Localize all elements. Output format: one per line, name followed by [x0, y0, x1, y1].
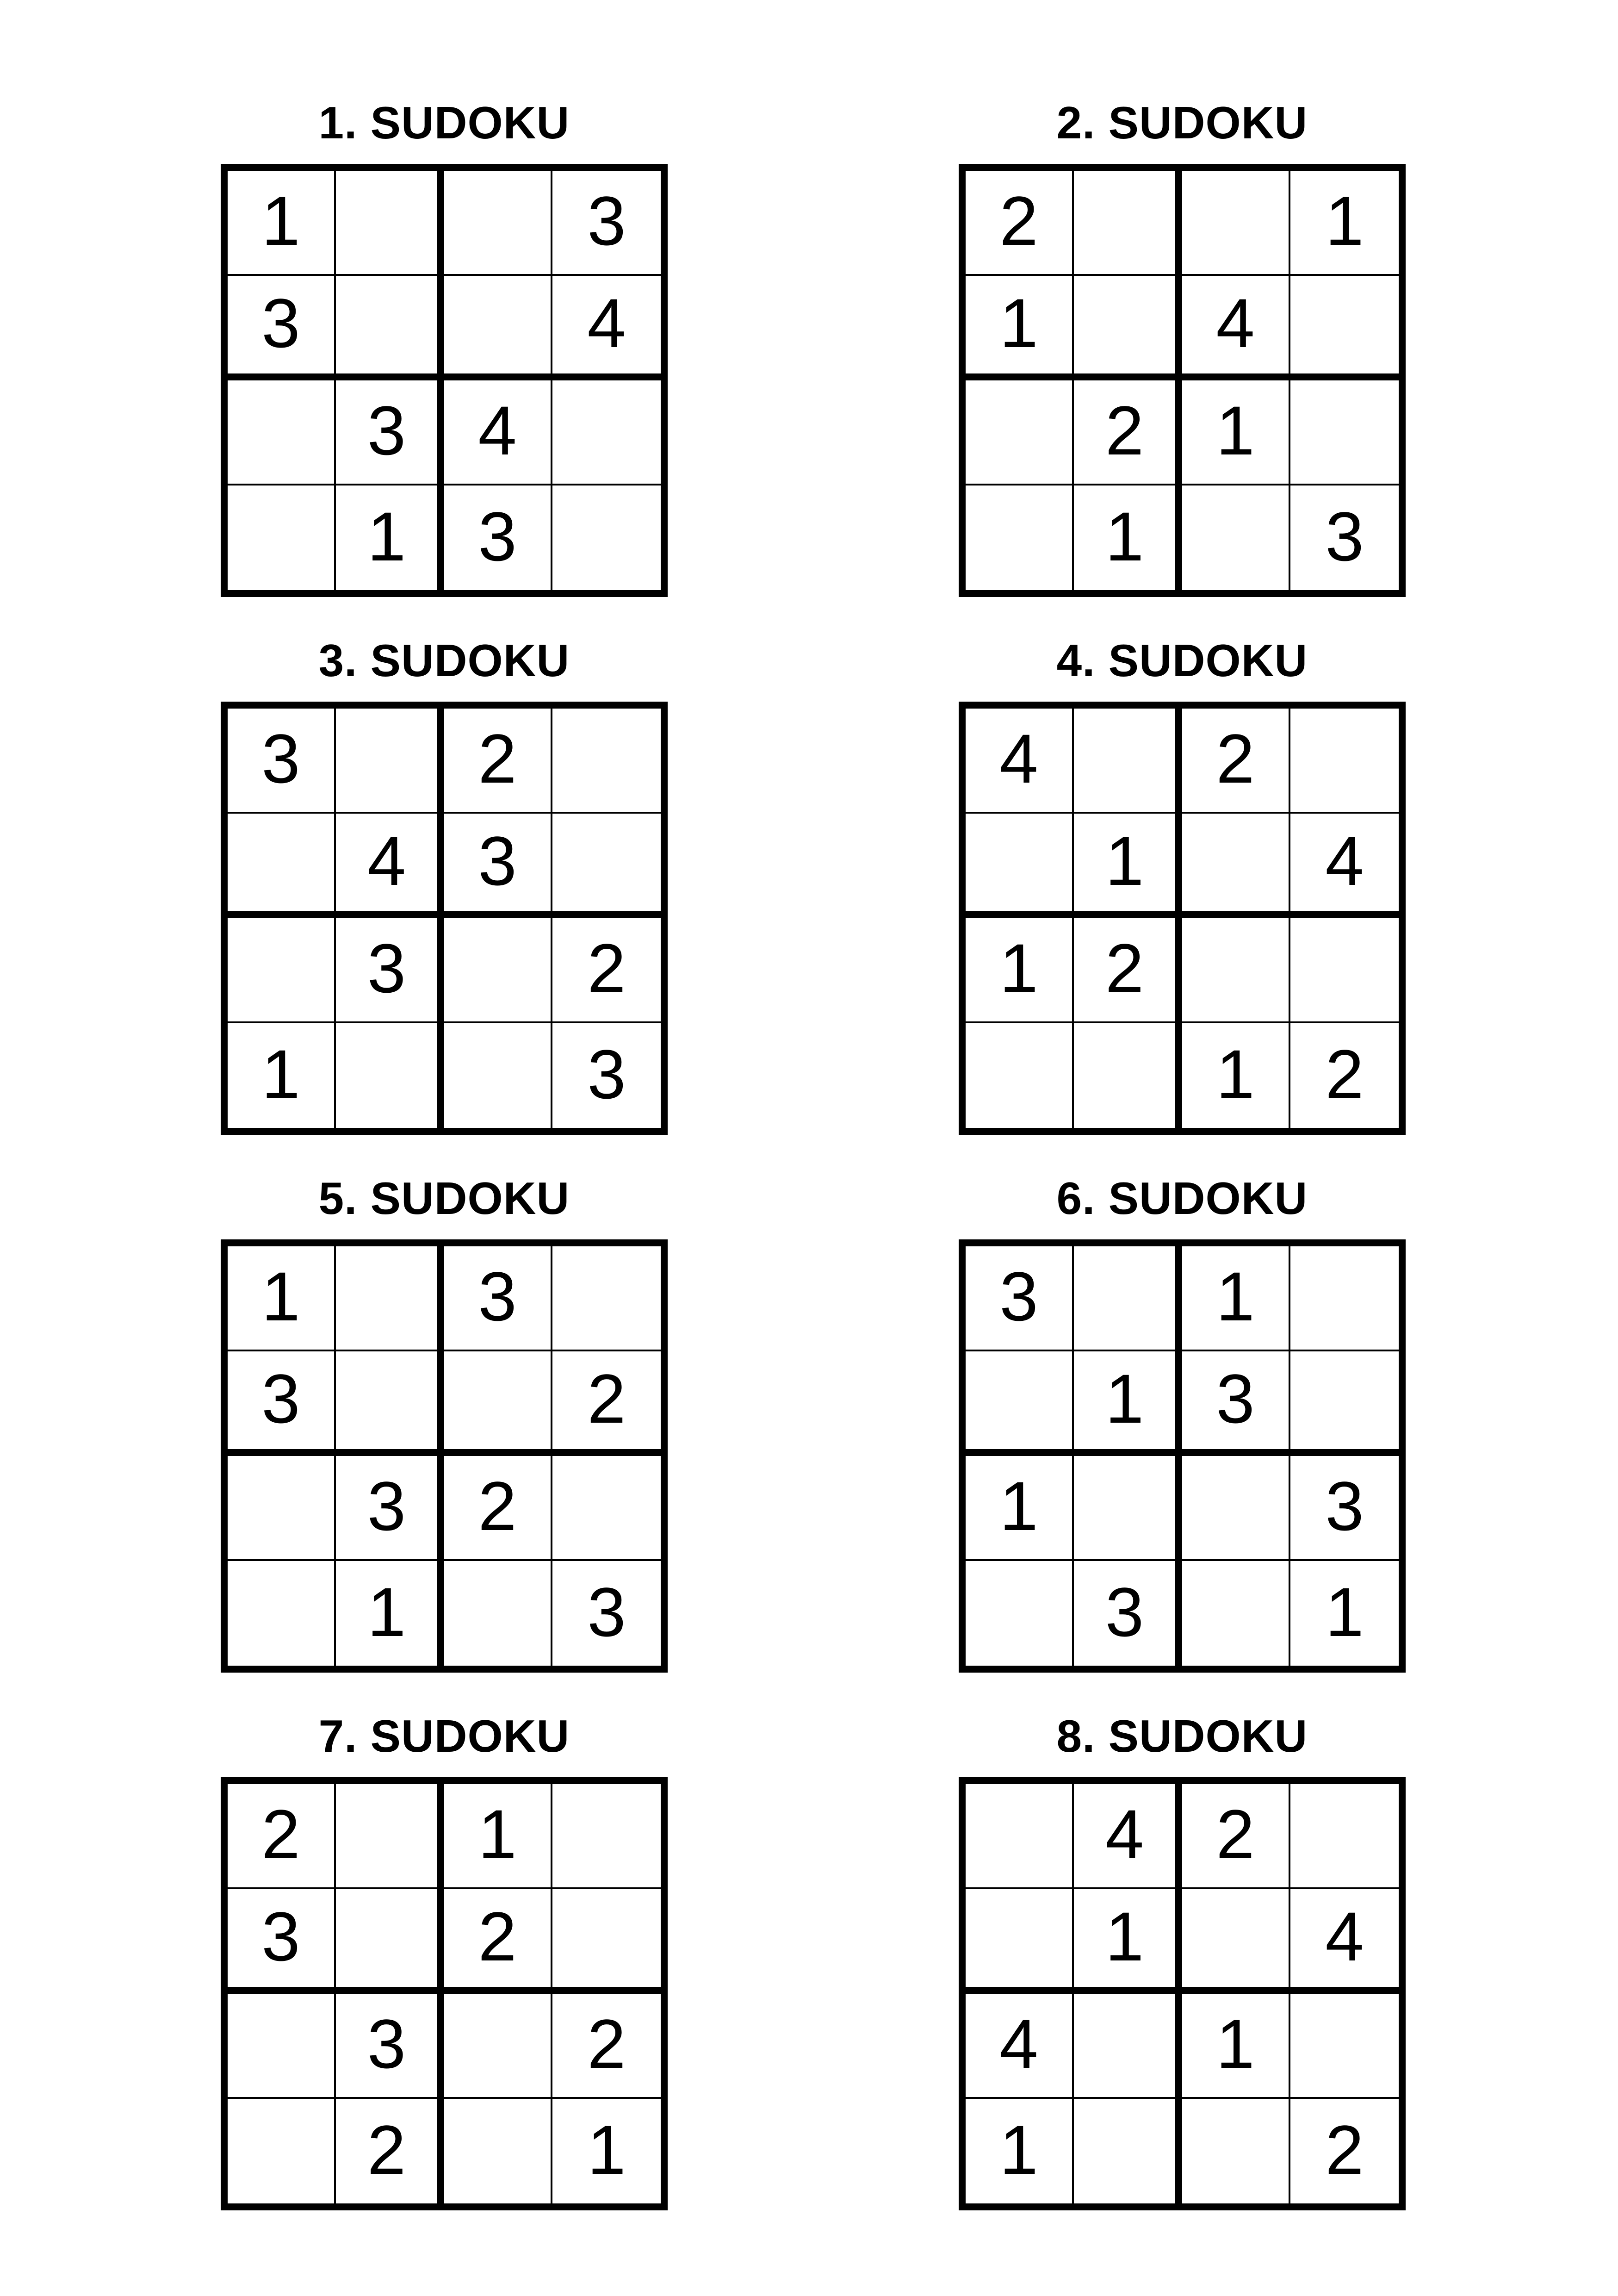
puzzle-title: 8. SUDOKU [1056, 1711, 1308, 1761]
empty-cell[interactable] [336, 1351, 444, 1456]
given-digit-cell: 3 [228, 709, 336, 814]
given-digit-cell: 3 [228, 276, 336, 381]
given-digit-cell: 3 [444, 1246, 552, 1351]
given-digit-cell: 4 [966, 1994, 1074, 2099]
empty-cell[interactable] [1074, 171, 1182, 276]
given-digit-cell: 1 [1325, 1573, 1364, 1651]
empty-cell[interactable] [336, 709, 444, 814]
given-digit-cell: 1 [336, 485, 444, 591]
given-digit-cell: 3 [228, 1351, 336, 1456]
empty-cell[interactable] [1290, 276, 1399, 381]
empty-cell[interactable] [966, 1023, 1074, 1128]
given-digit-cell: 1 [1074, 1889, 1182, 1994]
given-digit-cell: 1 [966, 276, 1074, 381]
given-digit-cell: 2 [1074, 918, 1182, 1023]
empty-cell[interactable] [1182, 918, 1290, 1023]
sudoku-grid [221, 1239, 668, 1673]
given-digit-cell: 3 [587, 1035, 626, 1113]
empty-cell[interactable] [966, 380, 1074, 485]
given-digit-cell: 3 [1325, 497, 1364, 575]
given-digit-cell: 3 [1182, 1351, 1290, 1456]
empty-cell[interactable] [1182, 1456, 1290, 1561]
given-digit-cell: 1 [336, 1561, 444, 1666]
given-digit-cell: 3 [444, 814, 552, 919]
puzzle-title: 1. SUDOKU [318, 97, 570, 148]
empty-cell[interactable] [1182, 171, 1290, 276]
empty-cell[interactable] [444, 2099, 552, 2204]
empty-cell[interactable] [966, 1784, 1074, 1889]
empty-cell[interactable] [228, 918, 336, 1023]
given-digit-cell: 1 [587, 2110, 626, 2189]
puzzle-title: 2. SUDOKU [1056, 97, 1308, 148]
given-digit-cell: 3 [228, 1889, 336, 1994]
empty-cell[interactable] [552, 814, 661, 919]
empty-cell[interactable] [1290, 1246, 1399, 1351]
given-digit-cell: 2 [1182, 709, 1290, 814]
empty-cell[interactable] [1182, 1889, 1290, 1994]
empty-cell[interactable] [444, 276, 552, 381]
empty-cell[interactable] [444, 1023, 552, 1128]
puzzle-title: 3. SUDOKU [318, 635, 570, 686]
given-digit-cell: 1 [966, 2099, 1074, 2204]
given-digit-cell: 1 [1182, 380, 1290, 485]
sudoku-grid [959, 1777, 1406, 2210]
sudoku-grid [221, 702, 668, 1135]
given-digit-cell: 1 [1074, 1351, 1182, 1456]
given-digit-cell: 2 [228, 1784, 336, 1889]
sudoku-grid [221, 164, 668, 597]
given-digit-cell: 2 [552, 1994, 661, 2099]
empty-cell[interactable] [1074, 276, 1182, 381]
empty-cell[interactable] [1182, 1561, 1290, 1666]
given-digit-cell: 1 [1074, 485, 1182, 591]
empty-cell[interactable] [966, 1889, 1074, 1994]
sudoku-grid [959, 702, 1406, 1135]
empty-cell[interactable] [552, 709, 661, 814]
puzzle-title: 4. SUDOKU [1056, 635, 1308, 686]
empty-cell[interactable] [336, 1023, 444, 1128]
given-digit-cell: 2 [444, 1456, 552, 1561]
given-digit-cell: 3 [1074, 1561, 1182, 1666]
given-digit-cell: 2 [444, 1889, 552, 1994]
given-digit-cell: 2 [1325, 1035, 1364, 1113]
empty-cell[interactable] [1290, 1994, 1399, 2099]
given-digit-cell: 3 [336, 380, 444, 485]
given-digit-cell: 3 [1290, 1456, 1399, 1561]
puzzle-title: 6. SUDOKU [1056, 1173, 1308, 1224]
empty-cell[interactable] [1074, 1023, 1182, 1128]
given-digit-cell: 1 [1182, 1994, 1290, 2099]
empty-cell[interactable] [966, 814, 1074, 919]
given-digit-cell: 4 [1182, 276, 1290, 381]
given-digit-cell: 3 [336, 918, 444, 1023]
empty-cell[interactable] [336, 1889, 444, 1994]
empty-cell[interactable] [552, 380, 661, 485]
empty-cell[interactable] [552, 1456, 661, 1561]
given-digit-cell: 1 [228, 1246, 336, 1351]
empty-cell[interactable] [1074, 1246, 1182, 1351]
given-digit-cell: 1 [1182, 1246, 1290, 1351]
empty-cell[interactable] [228, 1994, 336, 2099]
sudoku-grid [959, 1239, 1406, 1673]
given-digit-cell: 1 [966, 1456, 1074, 1561]
empty-cell[interactable] [552, 1246, 661, 1351]
empty-cell[interactable] [966, 1561, 1074, 1666]
empty-cell[interactable] [1290, 918, 1399, 1023]
empty-cell[interactable] [966, 1351, 1074, 1456]
empty-cell[interactable] [228, 485, 336, 591]
empty-cell[interactable] [444, 1994, 552, 2099]
sudoku-grid [959, 164, 1406, 597]
puzzle-title: 5. SUDOKU [318, 1173, 570, 1224]
given-digit-cell: 3 [552, 171, 661, 276]
empty-cell[interactable] [336, 171, 444, 276]
empty-cell[interactable] [1290, 1784, 1399, 1889]
empty-cell[interactable] [228, 380, 336, 485]
given-digit-cell: 1 [228, 1023, 336, 1128]
empty-cell[interactable] [336, 276, 444, 381]
empty-cell[interactable] [228, 1456, 336, 1561]
given-digit-cell: 2 [966, 171, 1074, 276]
given-digit-cell: 3 [587, 1573, 626, 1651]
empty-cell[interactable] [1290, 709, 1399, 814]
given-digit-cell: 3 [336, 1456, 444, 1561]
empty-cell[interactable] [228, 814, 336, 919]
sudoku-grid [221, 1777, 668, 2210]
empty-cell[interactable] [228, 1561, 336, 1666]
given-digit-cell: 1 [966, 918, 1074, 1023]
empty-cell[interactable] [444, 1351, 552, 1456]
empty-cell[interactable] [552, 1784, 661, 1889]
given-digit-cell: 4 [552, 276, 661, 381]
empty-cell[interactable] [1074, 709, 1182, 814]
given-digit-cell: 3 [966, 1246, 1074, 1351]
puzzle-title: 7. SUDOKU [318, 1711, 570, 1761]
empty-cell[interactable] [966, 485, 1074, 591]
given-digit-cell: 3 [336, 1994, 444, 2099]
given-digit-cell: 4 [444, 380, 552, 485]
given-digit-cell: 3 [444, 485, 552, 591]
given-digit-cell: 2 [444, 709, 552, 814]
given-digit-cell: 1 [1074, 814, 1182, 919]
empty-cell[interactable] [444, 1561, 552, 1666]
empty-cell[interactable] [336, 1246, 444, 1351]
empty-cell[interactable] [552, 1889, 661, 1994]
given-digit-cell: 2 [552, 918, 661, 1023]
empty-cell[interactable] [1182, 485, 1290, 591]
empty-cell[interactable] [1290, 1351, 1399, 1456]
empty-cell[interactable] [1182, 814, 1290, 919]
empty-cell[interactable] [1074, 1994, 1182, 2099]
given-digit-cell: 2 [336, 2099, 444, 2204]
empty-cell[interactable] [1074, 1456, 1182, 1561]
empty-cell[interactable] [1074, 2099, 1182, 2204]
empty-cell[interactable] [1290, 380, 1399, 485]
given-digit-cell: 2 [552, 1351, 661, 1456]
given-digit-cell: 2 [1182, 1784, 1290, 1889]
given-digit-cell: 1 [1290, 171, 1399, 276]
given-digit-cell: 4 [336, 814, 444, 919]
given-digit-cell: 1 [1182, 1023, 1290, 1128]
given-digit-cell: 4 [1074, 1784, 1182, 1889]
given-digit-cell: 4 [1290, 814, 1399, 919]
empty-cell[interactable] [336, 1784, 444, 1889]
given-digit-cell: 2 [1325, 2110, 1364, 2189]
given-digit-cell: 1 [228, 171, 336, 276]
empty-cell[interactable] [444, 918, 552, 1023]
empty-cell[interactable] [1182, 2099, 1290, 2204]
given-digit-cell: 4 [1290, 1889, 1399, 1994]
given-digit-cell: 1 [444, 1784, 552, 1889]
empty-cell[interactable] [228, 2099, 336, 2204]
empty-cell[interactable] [444, 171, 552, 276]
empty-cell[interactable] [552, 485, 661, 591]
given-digit-cell: 4 [966, 709, 1074, 814]
given-digit-cell: 2 [1074, 380, 1182, 485]
